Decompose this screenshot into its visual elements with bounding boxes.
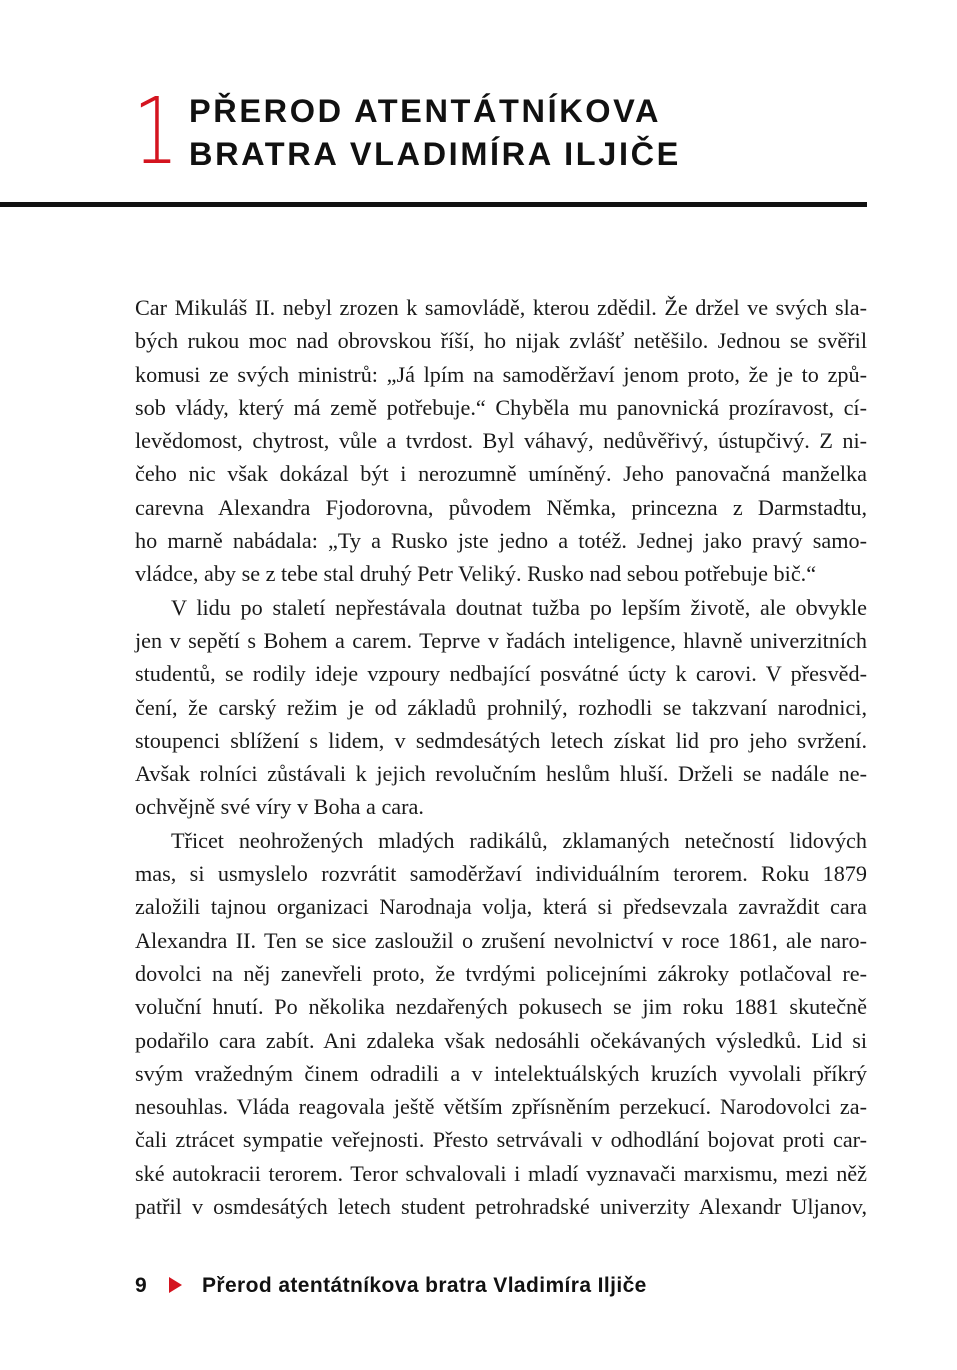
text-line: Alexandra II. Ten se sice zasloužil o zrušení nevolnictví v roce 1861, ale naro- — [135, 927, 867, 953]
play-arrow-icon — [169, 1277, 182, 1293]
paragraph-3 — [135, 824, 867, 1224]
text-line: carevna Alexandra Fjodorovna, původem Němka, princezna z Darmstadtu, — [135, 494, 867, 520]
text-line: ochvějně své víry v Boha a cara. — [135, 794, 424, 820]
running-title: Přerod atentátníkova bratra Vladimíra Iljiče — [202, 1274, 647, 1297]
text-line: čeho nic však dokázal být i nerozumně umíněný. Jeho panovačná manželka — [135, 461, 867, 487]
text-line: podařilo cara zabít. Ani zdaleka však nedosáhli očekávaných výsledků. Lid si — [135, 1027, 867, 1053]
text-line: stoupenci sblížení s lidem, v sedmdesátých letech získat lid pro jeho svržení. — [135, 727, 867, 753]
text-line: sob vlády, který má země potřebuje.“ Chyběla mu panovnická prozíravost, cí- — [135, 394, 867, 420]
text-line: dovolci na něj zanevřeli proto, že tvrdými policejními zákroky potlačoval re- — [135, 960, 867, 986]
paragraph-2 — [135, 591, 867, 824]
header-divider — [0, 202, 867, 207]
text-line: ho marně nabádala: „Ty a Rusko jste jedno a totéž. Jednej jako pravý samo- — [135, 528, 867, 554]
text-line: studentů, se rodily ideje vzpoury nedbající posvátné úcty k carovi. V přesvěd- — [135, 661, 867, 687]
chapter-title — [189, 90, 681, 176]
chapter-title-line-2: BRATRA VLADIMÍRA ILJIČE — [189, 136, 681, 172]
text-line: V lidu po staletí nepřestávala doutnat tužba po lepším životě, ale obvykle — [171, 594, 867, 620]
text-line: voluční hnutí. Po několika nezdařených pokusech se jim roku 1881 skutečně — [135, 994, 867, 1020]
chapter-heading-block — [133, 78, 833, 186]
text-line: Avšak rolníci zůstávali k jejich revolučním heslům hluší. Drželi se nadále ne- — [135, 761, 867, 787]
body-text — [135, 291, 867, 1223]
chapter-number: 1 — [133, 78, 179, 185]
text-line: levědomost, chytrost, vůle a tvrdost. Byl váhavý, nedůvěřivý, ústupčivý. Z ni- — [135, 428, 867, 454]
text-line: Třicet neohrožených mladých radikálů, zklamaných netečností lidových — [171, 827, 867, 853]
text-line: čení, že carský režim je od základů prohnilý, rozhodli se takzvaní narodnici, — [135, 694, 867, 720]
text-line: svým vražedným činem odradili a v intelektuálských kruzích vyvolali příkrý — [135, 1060, 867, 1086]
text-line: ské autokracii terorem. Teror schvalovali i mladí vyznavači marxismu, mezi něž — [135, 1160, 867, 1186]
text-line: čali ztrácet sympatie veřejnosti. Přesto setrvávali v odhodlání bojovat proti car- — [135, 1127, 867, 1153]
paragraph-1 — [135, 291, 867, 591]
text-line: nesouhlas. Vláda reagovala ještě větším zpřísněním perzekucí. Narodovolci za- — [135, 1094, 867, 1120]
text-line: mas, si usmyslelo rozvrátit samoděržaví individuálním terorem. Roku 1879 — [135, 861, 867, 887]
page-number: 9 — [135, 1274, 147, 1297]
text-line: založili tajnou organizaci Narodnaja volja, která si předsevzala zavraždit cara — [135, 894, 867, 920]
chapter-title-line-1: PŘEROD ATENTÁTNÍKOVA — [189, 93, 662, 129]
text-line: jen v sepětí s Bohem a carem. Teprve v řadách inteligence, hlavně univerzitních — [135, 627, 867, 653]
text-line: Car Mikuláš II. nebyl zrozen k samovládě, kterou zdědil. Že držel ve svých sla- — [135, 295, 867, 320]
text-line: bých rukou moc nad obrovskou říší, ho nijak zvlášť netěšilo. Jednou se svěřil — [135, 328, 867, 354]
text-line: komusi ze svých ministrů: „Já lpím na samoděržaví jenom proto, že je to způ- — [135, 361, 867, 387]
text-line: patřil v osmdesátých letech student petrohradské univerzity Alexandr Uljanov, — [135, 1194, 867, 1220]
page-footer — [135, 1271, 647, 1301]
text-line: vládce, aby se z tebe stal druhý Petr Veliký. Rusko nad sebou potřebuje bič.“ — [135, 561, 817, 587]
